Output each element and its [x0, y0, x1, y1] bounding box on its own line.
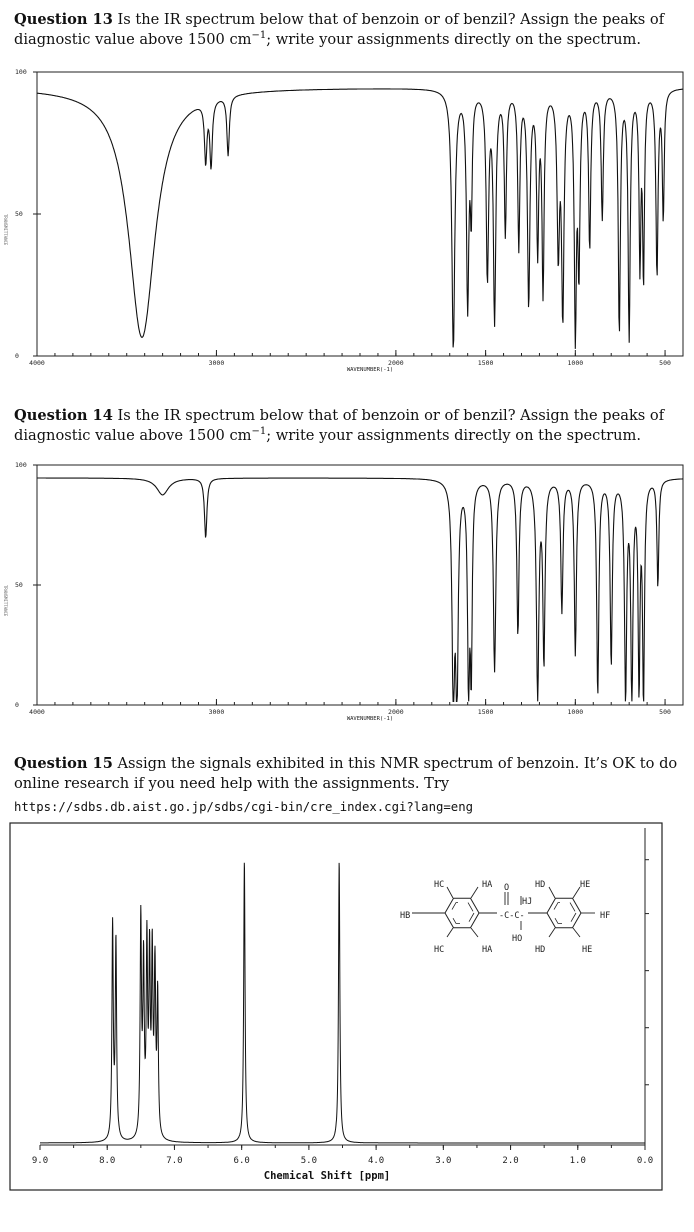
structure-bond-text: -C-C- — [499, 911, 525, 921]
question-13-text: Is the IR spectrum below that of benzoin or of benzil? Assign the peaks of diagnostic value above 1500 cm — [14, 11, 665, 48]
nmr-tick-label: 2.0 — [502, 1156, 519, 1166]
question-13-sup: −1 — [251, 30, 267, 42]
structure-label: HE — [580, 880, 591, 890]
x-axis-label: WAVENUMBER(-1) — [346, 367, 394, 373]
question-14-text: Is the IR spectrum below that of benzoin or of benzil? Assign the peaks of diagnostic value above 1500 cm — [14, 407, 665, 444]
structure-bond — [549, 928, 555, 937]
structure-label: HF — [600, 911, 611, 921]
x-tick-label: 1000 — [567, 708, 584, 716]
structure-bond — [549, 887, 555, 898]
y-tick-label: 100 — [15, 461, 27, 469]
y-axis-label: TRANSMITTANCE — [3, 214, 8, 246]
question-14-label: Question 14 — [14, 407, 113, 424]
question-13-prompt — [14, 10, 682, 50]
x-tick-label: 2000 — [388, 708, 404, 716]
plot-frame — [37, 465, 683, 705]
nmr-tick-label: 6.0 — [233, 1156, 250, 1166]
structure-label: HB — [400, 911, 411, 921]
nmr-tick-label: 1.0 — [569, 1156, 586, 1166]
nmr-tick-label: 7.0 — [166, 1156, 183, 1166]
benzoin-structure — [400, 880, 610, 955]
x-tick-label: 4000 — [29, 708, 45, 716]
x-tick-label: 3000 — [208, 708, 225, 716]
ir-spectrum-q13 — [0, 50, 694, 385]
x-axis-label: WAVENUMBER(-1) — [346, 716, 394, 722]
benzene-ring-left-inner — [450, 903, 474, 924]
x-tick-label: 1000 — [567, 359, 584, 367]
structure-label: HD — [535, 880, 546, 890]
y-tick-label: 100 — [15, 68, 27, 76]
question-15-label: Question 15 — [14, 755, 113, 772]
structure-label: HA — [482, 945, 493, 955]
question-15-text: Assign the signals exhibited in this NMR spectrum of benzoin. It’s OK to do online research if you need help with the assignments. Try — [14, 755, 678, 792]
nmr-tick-label: 3.0 — [435, 1156, 452, 1166]
question-13-label: Question 13 — [14, 11, 113, 28]
question-14-sup: −1 — [251, 426, 267, 438]
nmr-spectrum — [0, 820, 694, 1200]
nmr-tick-label: 5.0 — [300, 1156, 318, 1166]
structure-bond — [471, 928, 478, 937]
question-15-prompt — [14, 754, 682, 794]
x-tick-label: 1500 — [477, 708, 494, 716]
question-14-prompt — [14, 406, 682, 446]
x-tick-label: 1500 — [477, 359, 494, 367]
nmr-trace — [40, 863, 645, 1143]
nmr-x-axis-label: Chemical Shift [ppm] — [263, 1170, 391, 1182]
x-tick-label: 3000 — [208, 359, 225, 367]
y-axis-label: TRANSMITTANCE — [3, 585, 8, 617]
structure-bond — [447, 928, 453, 937]
nmr-tick-label: 8.0 — [99, 1156, 116, 1166]
question-14-tail: ; write your assignments directly on the spectrum. — [266, 427, 642, 444]
benzene-ring-right-inner — [552, 903, 576, 924]
structure-label: O — [504, 883, 510, 893]
structure-bond — [471, 887, 478, 898]
nmr-tick-label: 9.0 — [31, 1156, 49, 1166]
x-tick-label: 2000 — [388, 359, 404, 367]
y-tick-label: 0 — [15, 701, 19, 709]
structure-label: HO — [512, 934, 523, 944]
structure-bond — [573, 928, 580, 937]
x-tick-label: 4000 — [29, 359, 45, 367]
structure-bond — [447, 887, 453, 898]
nmr-tick-label: 4.0 — [367, 1156, 385, 1166]
structure-label: HA — [482, 880, 493, 890]
spectrum-trace — [37, 89, 683, 349]
x-tick-label: 500 — [659, 708, 671, 716]
y-tick-label: 0 — [15, 352, 19, 360]
y-tick-label: 50 — [15, 581, 23, 589]
structure-bond — [573, 887, 580, 898]
spectrum-trace — [37, 478, 683, 701]
structure-label: HD — [535, 945, 546, 955]
sdbs-link[interactable]: https://sdbs.db.aist.go.jp/sdbs/cgi-bin/cre_index.cgi?lang=eng — [14, 800, 474, 814]
structure-label: HC — [434, 880, 445, 890]
structure-label: HE — [582, 945, 593, 955]
ir-spectrum-q14 — [0, 447, 694, 747]
nmr-tick-label: 0.0 — [636, 1156, 654, 1166]
x-tick-label: 500 — [659, 359, 671, 367]
structure-label: HC — [434, 945, 445, 955]
y-tick-label: 50 — [15, 210, 23, 218]
question-13-tail: ; write your assignments directly on the spectrum. — [266, 31, 642, 48]
structure-label: HJ — [522, 897, 533, 907]
